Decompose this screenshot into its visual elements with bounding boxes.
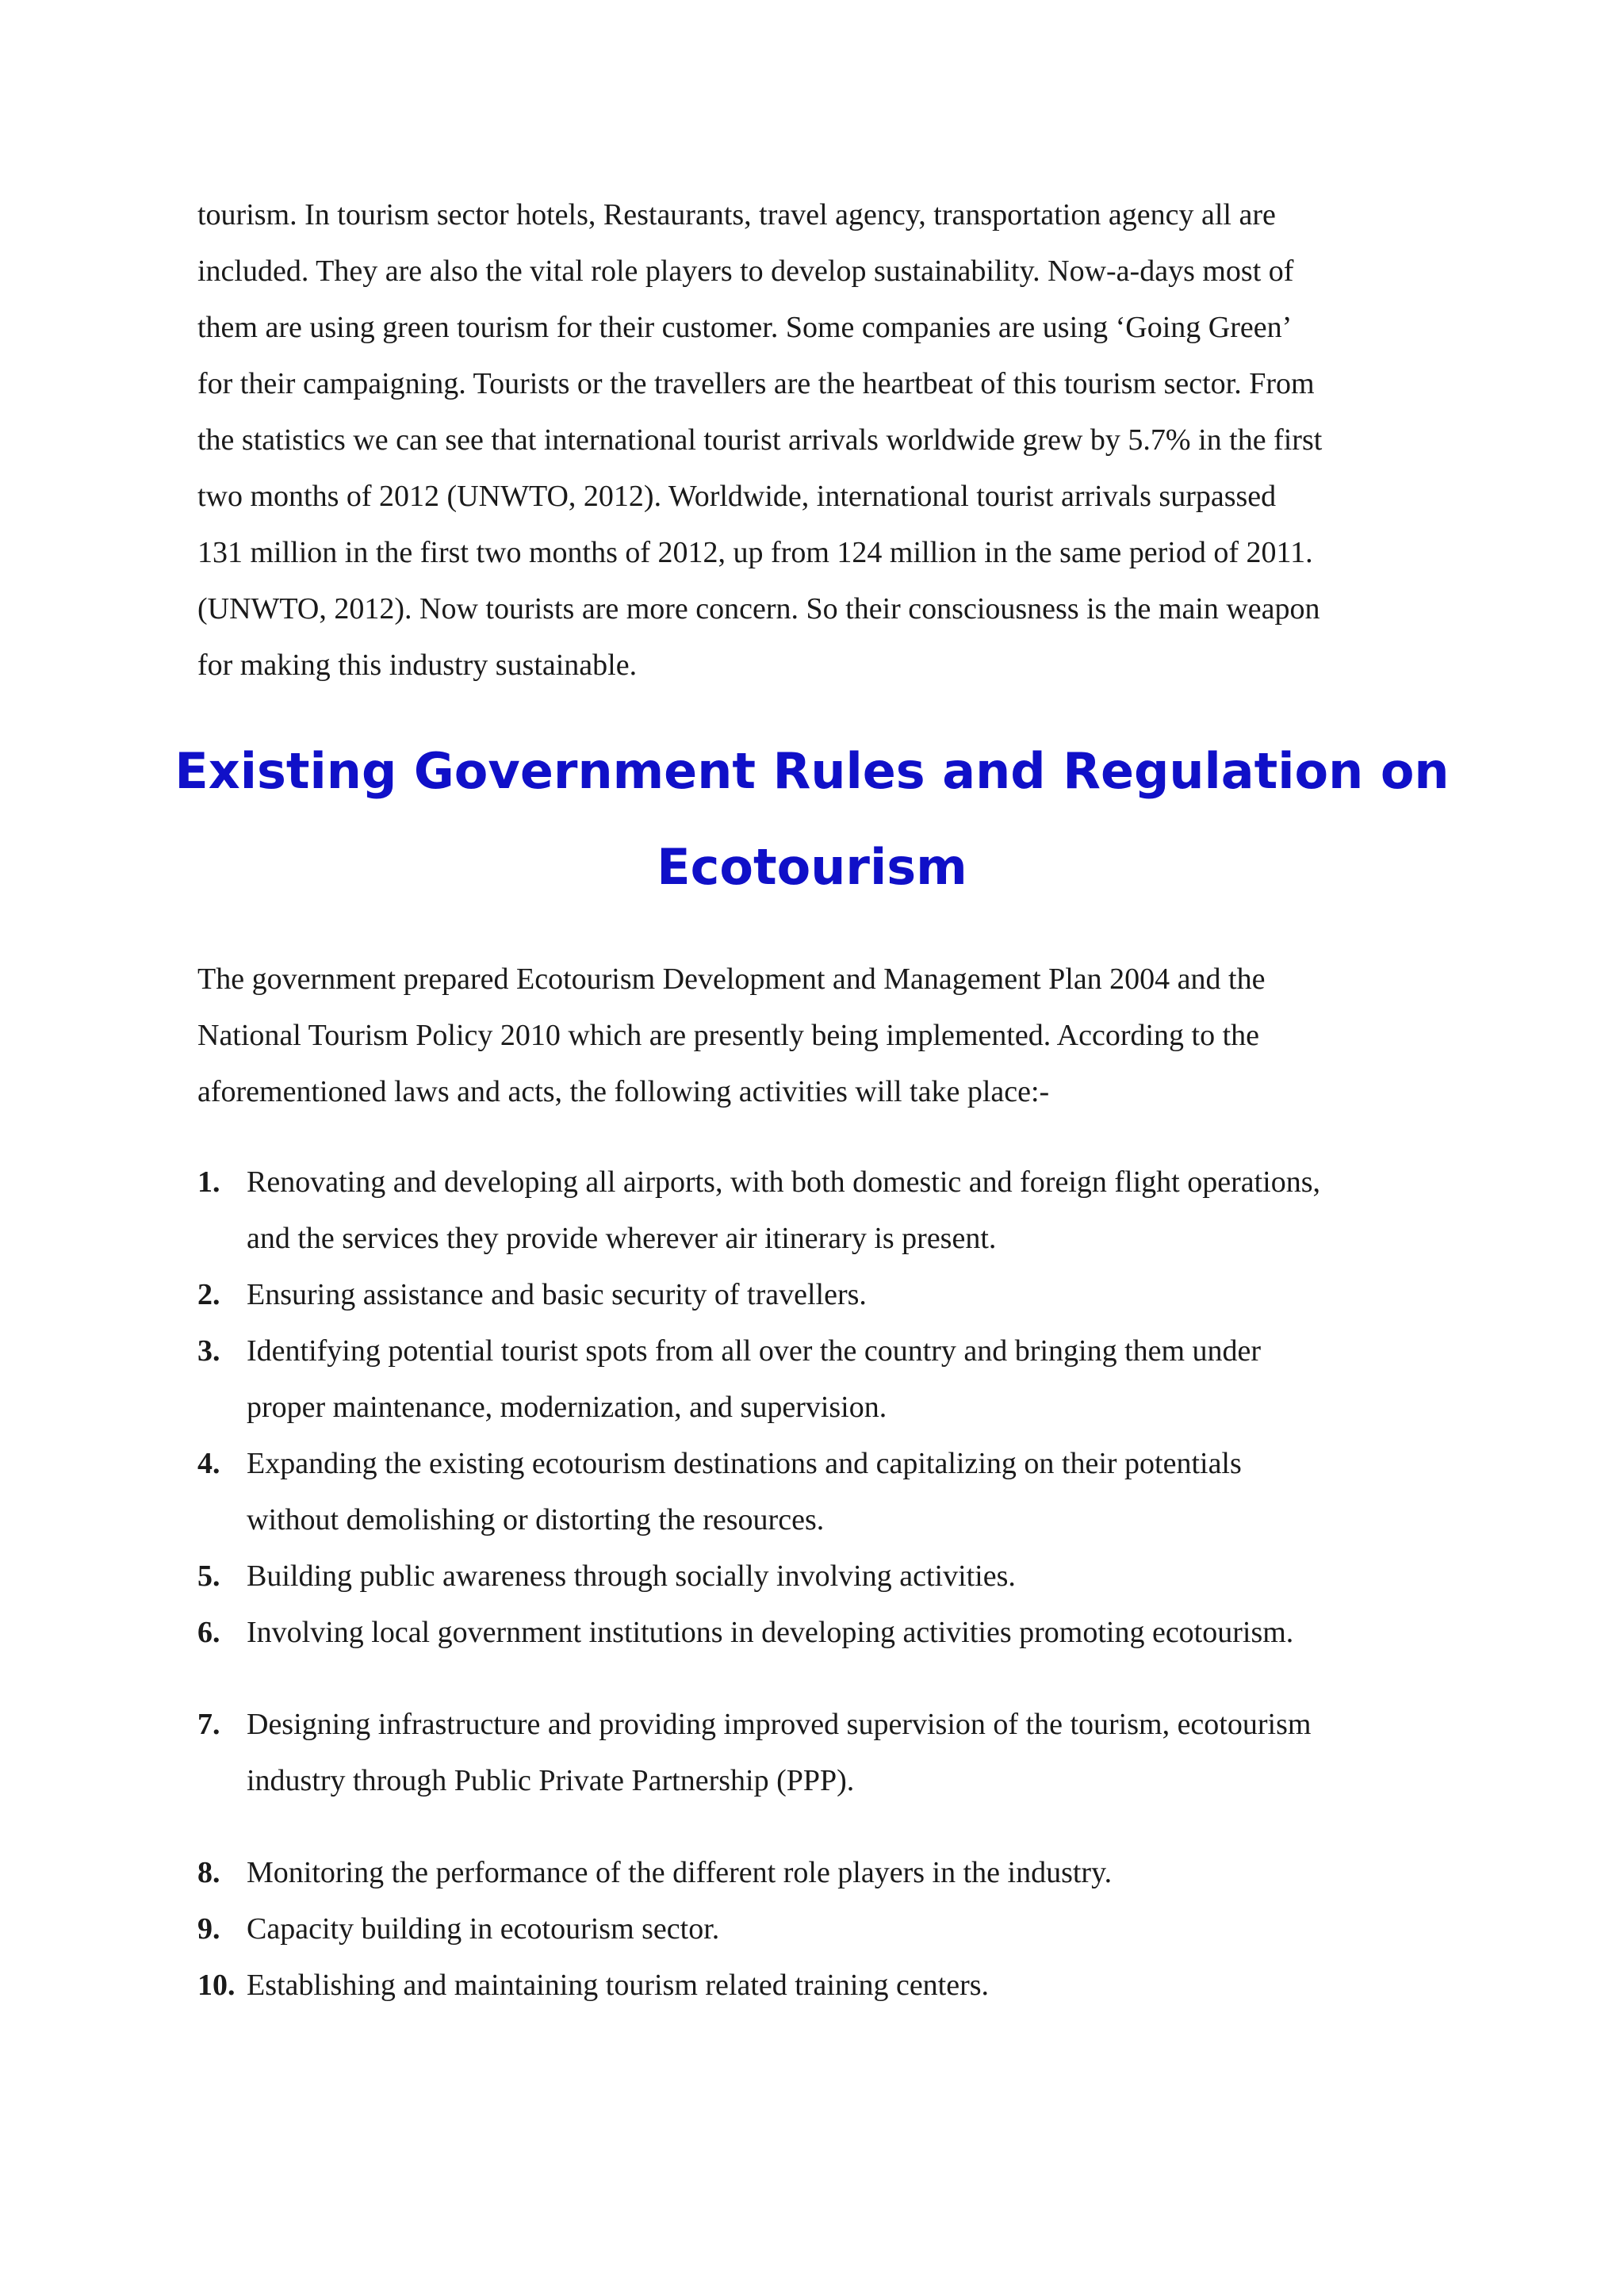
- paragraph-line: the statistics we can see that international tourist arrivals worldwide grew by 5.7% in the first: [197, 423, 1323, 457]
- intro-paragraph: [197, 187, 1434, 694]
- list-item-number: 5.: [197, 1559, 220, 1593]
- paragraph-line: for making this industry sustainable.: [197, 649, 638, 682]
- paragraph-line: two months of 2012 (UNWTO, 2012). Worldwide, international tourist arrivals surpassed: [197, 480, 1277, 513]
- list-item-number: 8.: [197, 1856, 220, 1889]
- list-item-number: 2.: [197, 1278, 220, 1311]
- paragraph-line: The government prepared Ecotourism Development and Management Plan 2004 and the: [197, 962, 1266, 996]
- list-item-line: Renovating and developing all airports, with both domestic and foreign flight operations,: [247, 1165, 1320, 1199]
- paragraph-line: tourism. In tourism sector hotels, Restaurants, travel agency, transportation agency all are: [197, 198, 1276, 232]
- paragraph-line: them are using green tourism for their customer. Some companies are using ‘Going Green’: [197, 311, 1293, 344]
- paragraph-line: for their campaigning. Tourists or the travellers are the heartbeat of this tourism sector. From: [197, 367, 1315, 400]
- list-item-number: 6.: [197, 1616, 220, 1649]
- list-item-line: and the services they provide wherever air itinerary is present.: [247, 1222, 997, 1255]
- section-heading-line-2: Ecotourism: [657, 838, 967, 896]
- list-item-text: [247, 1957, 1466, 2014]
- list-item-line: Involving local government institutions in developing activities promoting ecotourism.: [247, 1616, 1294, 1649]
- list-item-number: 4.: [197, 1447, 220, 1480]
- list-item-line: proper maintenance, modernization, and supervision.: [247, 1391, 887, 1424]
- list-item-number: 10.: [197, 1969, 236, 2002]
- list-item-text: [247, 1436, 1466, 1548]
- list-item-text: [247, 1901, 1466, 1957]
- list-item-text: [247, 1697, 1466, 1809]
- list-item-number: 9.: [197, 1912, 220, 1946]
- list-item-text: [247, 1154, 1466, 1267]
- list-item-line: Designing infrastructure and providing improved supervision of the tourism, ecotourism: [247, 1708, 1312, 1741]
- list-item-text: [247, 1267, 1466, 1323]
- list-item-line: Capacity building in ecotourism sector.: [247, 1912, 720, 1946]
- lead-paragraph: [197, 951, 1434, 1120]
- paragraph-line: (UNWTO, 2012). Now tourists are more concern. So their consciousness is the main weapon: [197, 592, 1320, 626]
- section-heading-line-1: Existing Government Rules and Regulation on: [174, 742, 1450, 800]
- list-item-text: [247, 1548, 1466, 1605]
- paragraph-line: included. They are also the vital role players to develop sustainability. Now-a-days most of: [197, 254, 1294, 288]
- list-item-line: Building public awareness through socially involving activities.: [247, 1559, 1016, 1593]
- list-item-line: industry through Public Private Partnership (PPP).: [247, 1764, 855, 1797]
- list-item-number: 7.: [197, 1708, 220, 1741]
- list-item-line: without demolishing or distorting the resources.: [247, 1503, 825, 1536]
- list-item-number: 1.: [197, 1165, 220, 1199]
- paragraph-line: National Tourism Policy 2010 which are presently being implemented. According to the: [197, 1019, 1260, 1052]
- list-item-number: 3.: [197, 1334, 220, 1368]
- list-item-line: Establishing and maintaining tourism related training centers.: [247, 1969, 990, 2002]
- paragraph-line: aforementioned laws and acts, the following activities will take place:-: [197, 1075, 1050, 1108]
- list-item-text: [247, 1845, 1466, 1901]
- list-item-line: Expanding the existing ecotourism destinations and capitalizing on their potentials: [247, 1447, 1242, 1480]
- list-item-line: Identifying potential tourist spots from all over the country and bringing them under: [247, 1334, 1262, 1368]
- list-item-text: [247, 1605, 1466, 1661]
- list-item-text: [247, 1323, 1466, 1436]
- paragraph-line: 131 million in the first two months of 2012, up from 124 million in the same period of 2011.: [197, 536, 1313, 569]
- list-item-line: Ensuring assistance and basic security of travellers.: [247, 1278, 867, 1311]
- list-item-line: Monitoring the performance of the different role players in the industry.: [247, 1856, 1113, 1889]
